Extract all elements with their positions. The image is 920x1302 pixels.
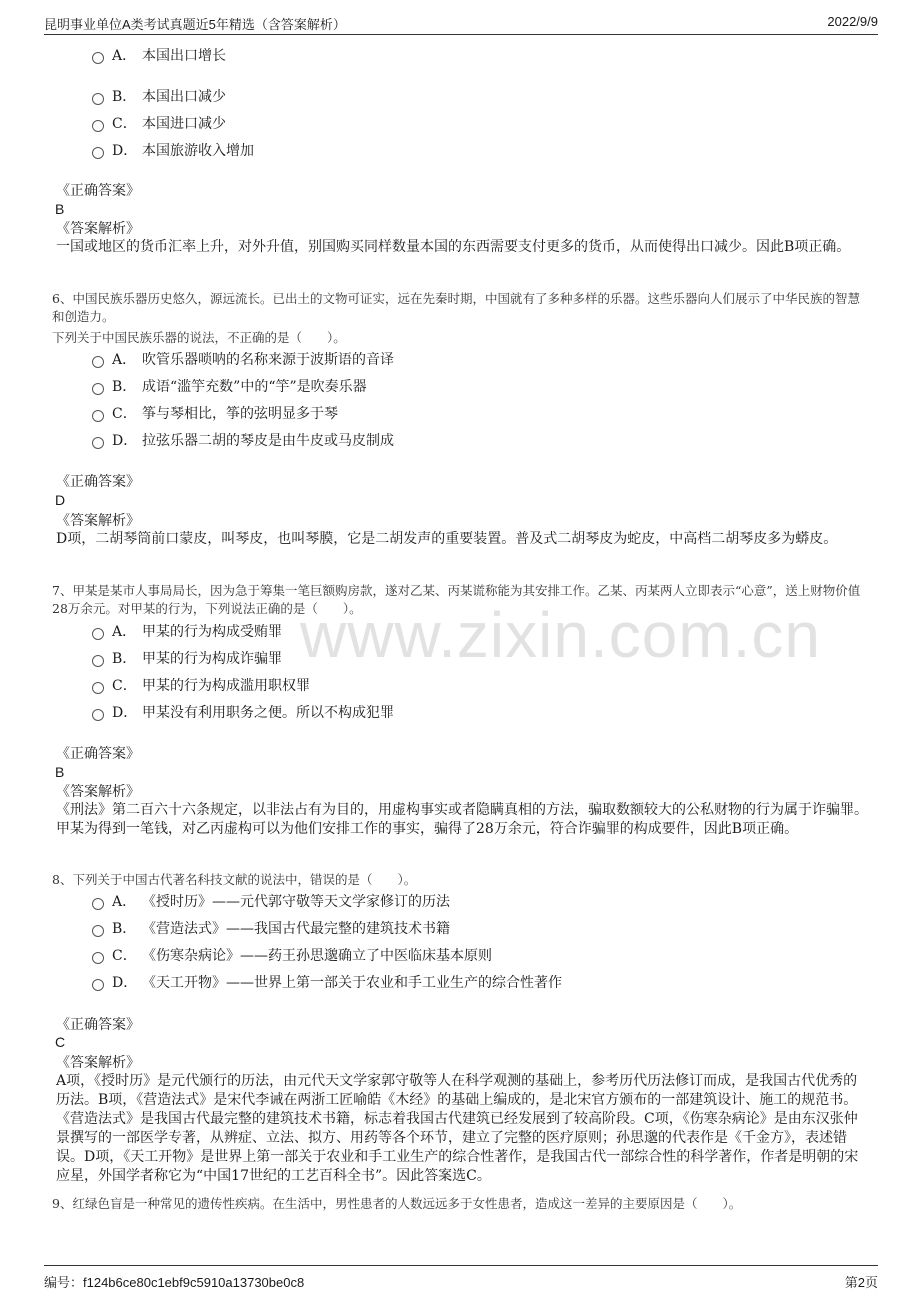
radio-icon[interactable] (92, 356, 104, 368)
q8-analysis: A项，《授时历》是元代颁行的历法，由元代天文学家郭守敬等人在科学观测的基础上，参考历代历法修订而成，是我国古代优秀的历法。B项，《营造法式》是宋代李诫在两浙工匠喻皓《木经》的基础上编成的，是北宋官方颁布的一部建筑设计、施工的规范书。《营造法式》是我国古代最完整的建筑技术书籍，标志着我国古代建筑已经发展到了较高阶段。C项，《伤寒杂病论》是由东汉张仲景撰写的一部医学专著，从辨症、立法、拟方、用药等各个环节，建立了完整的医疗原则；孙思邈的代表作是《千金方》，表述错误。D项，《天工开物》是世界上第一部关于农业和手工业生产的综合性著作，是我国古代一部综合性的科学著作，作者是明朝的宋应星，外国学者称它为“中国17世纪的工艺百科全书”。因此答案选C。 (56, 1073, 859, 1184)
q7-option-d[interactable]: D． 甲某没有利用职务之便。所以不构成犯罪 (92, 703, 394, 723)
q7-option-b[interactable]: B． 甲某的行为构成诈骗罪 (92, 649, 282, 669)
radio-icon[interactable] (92, 147, 104, 159)
q6-option-a[interactable]: A． 吹管乐器唢呐的名称来源于波斯语的音译 (92, 350, 394, 370)
answer-label: 《正确答案》 (56, 746, 140, 762)
q8-option-a[interactable]: A． 《授时历》——元代郭守敬等天文学家修订的历法 (92, 892, 450, 912)
document-code: 编号：f124b6ce80c1ebf9c5910a13730be0c8 (44, 1275, 305, 1290)
radio-icon[interactable] (92, 120, 104, 132)
q5-option-c[interactable]: C． 本国进口减少 (92, 114, 226, 134)
radio-icon[interactable] (92, 93, 104, 105)
document-date: 2022/9/9 (827, 14, 878, 29)
radio-icon[interactable] (92, 383, 104, 395)
page-footer (44, 1265, 878, 1292)
answer-label: 《正确答案》 (56, 183, 140, 199)
q6-stem: 6、中国民族乐器历史悠久，源远流长。已出土的文物可证实，远在先秦时期，中国就有了多种多样的乐器。这些乐器向人们展示了中华民族的智慧和创造力。 (52, 291, 860, 324)
q5-option-d[interactable]: D． 本国旅游收入增加 (92, 141, 254, 161)
q5-analysis: 一国或地区的货币汇率上升，对外升值，别国购买同样数量本国的东西需要支付更多的货币，从而使得出口减少。因此B项正确。 (56, 239, 851, 255)
analysis-label: 《答案解析》 (56, 513, 140, 529)
q5-option-a[interactable]: A． 本国出口增长 (92, 46, 226, 66)
q8-answer: C (55, 1034, 66, 1050)
radio-icon[interactable] (92, 682, 104, 694)
analysis-label: 《答案解析》 (56, 784, 140, 800)
q8-stem: 8、下列关于中国古代著名科技文献的说法中，错误的是（ ）。 (52, 872, 417, 887)
radio-icon[interactable] (92, 898, 104, 910)
q6-ask: 下列关于中国民族乐器的说法，不正确的是（ ）。 (52, 330, 346, 345)
q6-option-d[interactable]: D． 拉弦乐器二胡的琴皮是由牛皮或马皮制成 (92, 431, 394, 451)
q8-option-d[interactable]: D． 《天工开物》——世界上第一部关于农业和手工业生产的综合性著作 (92, 973, 562, 993)
q7-option-c[interactable]: C． 甲某的行为构成滥用职权罪 (92, 676, 310, 696)
q8-option-b[interactable]: B． 《营造法式》——我国古代最完整的建筑技术书籍 (92, 919, 450, 939)
q5-option-b[interactable]: B． 本国出口减少 (92, 87, 226, 107)
watermark: www.zixin.com.cn (300, 599, 821, 671)
q6-option-b[interactable]: B． 成语“滥竽充数”中的“竽”是吹奏乐器 (92, 377, 367, 397)
q7-option-a[interactable]: A． 甲某的行为构成受贿罪 (92, 622, 282, 642)
answer-label: 《正确答案》 (56, 1017, 140, 1033)
radio-icon[interactable] (92, 410, 104, 422)
q6-analysis: D项，二胡琴筒前口蒙皮，叫琴皮，也叫琴膜，它是二胡发声的重要装置。普及式二胡琴皮为蛇皮，中高档二胡琴皮多为蟒皮。 (56, 531, 838, 547)
radio-icon[interactable] (92, 52, 104, 64)
q7-stem: 7、甲某是某市人事局局长，因为急于筹集一笔巨额购房款，遂对乙某、丙某谎称能为其安排工作。乙某、丙某两人立即表示“心意”，送上财物价值28万余元。对甲某的行为，下列说法正确的是（ ）。 (52, 583, 861, 616)
q9-stem: 9、红绿色盲是一种常见的遗传性疾病。在生活中，男性患者的人数远远多于女性患者，造成这一差异的主要原因是（ ）。 (52, 1196, 742, 1211)
q5-answer: B (55, 201, 65, 217)
q7-answer: B (55, 764, 65, 780)
radio-icon[interactable] (92, 979, 104, 991)
answer-label: 《正确答案》 (56, 474, 140, 490)
q8-option-c[interactable]: C． 《伤寒杂病论》——药王孙思邈确立了中医临床基本原则 (92, 946, 492, 966)
radio-icon[interactable] (92, 655, 104, 667)
analysis-label: 《答案解析》 (56, 221, 140, 237)
radio-icon[interactable] (92, 437, 104, 449)
q7-analysis: 《刑法》第二百六十六条规定，以非法占有为目的，用虚构事实或者隐瞒真相的方法，骗取数额较大的公私财物的行为属于诈骗罪。甲某为得到一笔钱，对乙丙虚构可以为他们安排工作的事实，骗得了28万余元，符合诈骗罪的构成要件，因此B项正确。 (56, 802, 868, 837)
radio-icon[interactable] (92, 925, 104, 937)
radio-icon[interactable] (92, 709, 104, 721)
document-title: 昆明事业单位A类考试真题近5年精选（含答案解析） (44, 17, 346, 32)
page-number: 第2页 (844, 1275, 878, 1290)
analysis-label: 《答案解析》 (56, 1055, 140, 1071)
q6-option-c[interactable]: C． 筝与琴相比，筝的弦明显多于琴 (92, 404, 338, 424)
page-header (44, 12, 878, 35)
radio-icon[interactable] (92, 952, 104, 964)
q6-answer: D (55, 492, 66, 508)
radio-icon[interactable] (92, 628, 104, 640)
